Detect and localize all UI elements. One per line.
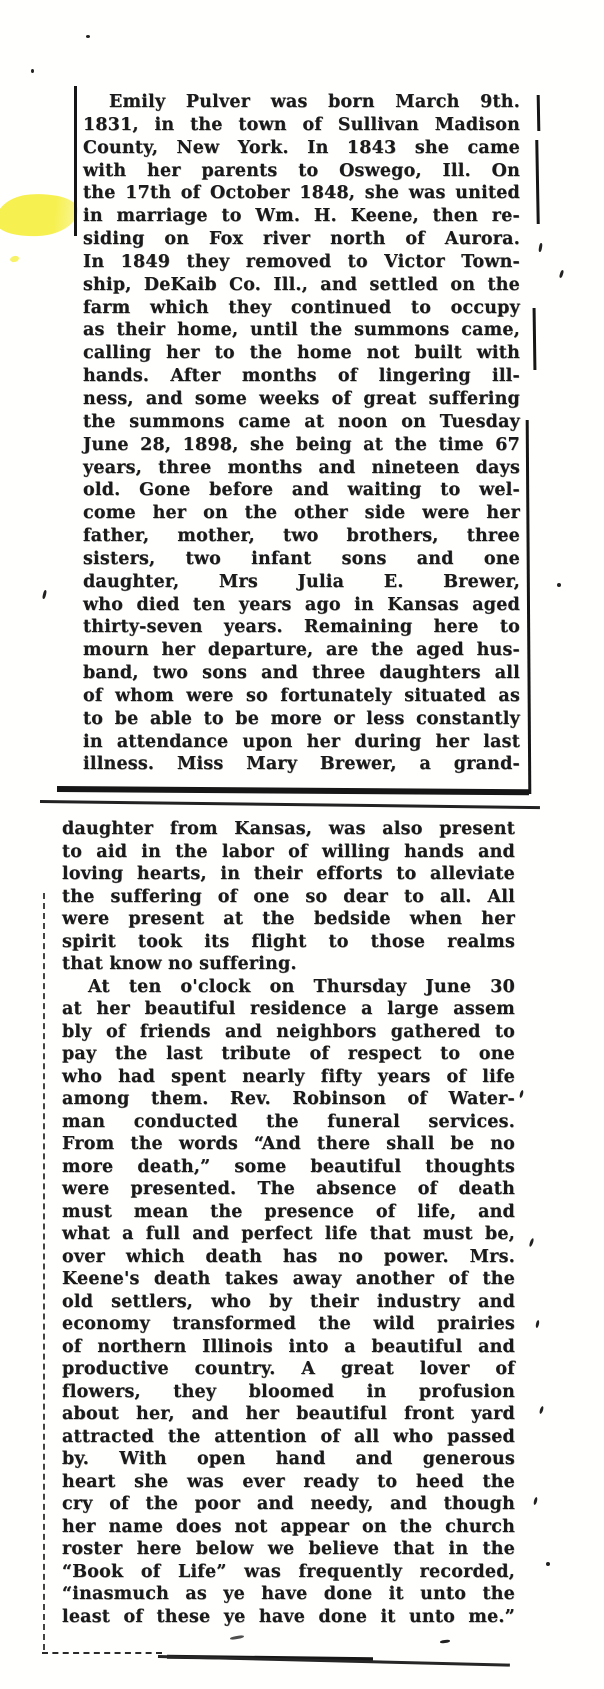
ink-speck xyxy=(31,69,34,73)
text-line: as their home, until the summons came, xyxy=(83,320,520,341)
text-line: more death,” some beautiful thoughts xyxy=(62,1156,515,1177)
text-line: attracted the attention of all who passed xyxy=(62,1426,515,1447)
text-line: that know no suffering. xyxy=(62,954,297,974)
text-line: Emily Pulver was born March 9th. xyxy=(109,92,520,112)
text-line: In 1849 they removed to Victor Town- xyxy=(83,251,520,272)
text-line: in attendance upon her during her last xyxy=(83,731,520,752)
text-line: the suffering of one so dear to all. All xyxy=(62,886,515,907)
text-line: hands. After months of lingering ill- xyxy=(83,366,520,387)
ink-speck xyxy=(535,1320,540,1328)
text-line: calling her to the home not built with xyxy=(83,343,520,364)
text-line: must mean the presence of life, and xyxy=(62,1201,515,1222)
ink-speck xyxy=(559,270,564,279)
text-line: At ten o'clock on Thursday June 30 xyxy=(88,976,515,997)
clipping-right-rule xyxy=(526,420,532,794)
text-line: Keene's death takes away another of the xyxy=(62,1269,515,1289)
text-line: come her on the other side were her xyxy=(83,503,520,524)
text-line: daughter from Kansas, was also present xyxy=(62,819,515,839)
text-line: roster here below we believe that in the xyxy=(62,1539,515,1559)
text-line: “inasmuch as ye have done it unto the xyxy=(62,1584,515,1604)
ink-speck xyxy=(557,583,561,587)
ink-speck xyxy=(230,1635,244,1640)
text-line: mourn her departure, are the aged hus- xyxy=(83,640,520,661)
text-line: who had spent nearly fifty years of life xyxy=(62,1066,515,1087)
text-line: were present at the bedside when her xyxy=(62,909,515,929)
ink-speck xyxy=(529,1238,535,1247)
ink-speck xyxy=(538,243,543,252)
text-line: pay the last tribute of respect to one xyxy=(62,1044,515,1064)
highlighter-mark xyxy=(0,191,79,239)
ink-speck xyxy=(440,1639,450,1643)
text-line: old. Gone before and waiting to wel- xyxy=(83,480,520,501)
text-line: flowers, they bloomed in profusion xyxy=(62,1381,515,1402)
obituary-text-block-2 xyxy=(62,818,515,1628)
text-line: the 17th of October 1848, she was united xyxy=(83,183,520,204)
text-line: County, New York. In 1843 she came xyxy=(83,137,520,158)
text-line: loving hearts, in their efforts to alleviate xyxy=(62,864,515,884)
text-line: ness, and some weeks of great suffering xyxy=(83,388,520,409)
text-line: her name does not appear on the church xyxy=(62,1516,515,1537)
text-line: at her beautiful residence a large assem xyxy=(62,999,515,1019)
text-line: bly of friends and neighbors gathered to xyxy=(62,1021,515,1042)
column-divider-thick-rule xyxy=(57,786,529,795)
text-line: economy transformed the wild prairies xyxy=(62,1314,515,1334)
text-line: productive country. A great lover of xyxy=(62,1359,515,1379)
text-line: with her parents to Oswego, Ill. On xyxy=(83,160,520,181)
text-line: thirty-seven years. Remaining here to xyxy=(83,617,520,638)
ink-speck xyxy=(86,35,90,38)
column-divider-thin-rule xyxy=(40,800,540,809)
ink-speck xyxy=(42,590,47,599)
ink-speck xyxy=(539,1406,544,1415)
text-line: man conducted the funeral services. xyxy=(62,1111,515,1132)
text-line: among them. Rev. Robinson of Water- xyxy=(62,1089,515,1109)
text-line: old settlers, who by their industry and xyxy=(62,1291,515,1312)
text-line: 1831, in the town of Sullivan Madison xyxy=(83,114,520,135)
text-line: to aid in the labor of willing hands and xyxy=(62,841,515,862)
text-line: by. With open hand and generous xyxy=(62,1449,515,1469)
text-line: what a full and perfect life that must be, xyxy=(62,1224,515,1244)
text-line: siding on Fox river north of Aurora. xyxy=(83,229,520,250)
text-line: years, three months and nineteen days xyxy=(83,457,520,478)
text-line: least of these ye have done it unto me.” xyxy=(62,1606,515,1627)
ink-speck xyxy=(546,1562,550,1566)
text-line: of northern Illinois into a beautiful and xyxy=(62,1336,515,1357)
highlighter-speck xyxy=(9,255,19,263)
text-line: were presented. The absence of death xyxy=(62,1179,515,1199)
text-line: of whom were so fortunately situated as xyxy=(83,685,520,706)
text-line: spirit took its flight to those realms xyxy=(62,931,515,952)
clipping-right-rule xyxy=(535,140,539,224)
text-line: cry of the poor and needy, and though xyxy=(62,1494,515,1514)
obituary-text-block-1 xyxy=(83,91,520,776)
clipping-right-rule xyxy=(533,308,537,370)
text-line: ship, DeKaib Co. Ill., and settled on the xyxy=(83,274,520,295)
clipping-bottom-edge xyxy=(42,1652,162,1654)
text-line: over which death has no power. Mrs. xyxy=(62,1246,515,1267)
text-line: in marriage to Wm. H. Keene, then re- xyxy=(83,206,520,227)
text-line: band, two sons and three daughters all xyxy=(83,663,520,684)
text-line: heart she was ever ready to heed the xyxy=(62,1471,515,1492)
clipping-left-dashed-rule xyxy=(43,893,45,1650)
clipping-left-rule xyxy=(74,86,77,236)
text-line: father, mother, two brothers, three xyxy=(83,526,520,547)
text-line: illness. Miss Mary Brewer, a grand- xyxy=(83,754,520,775)
text-line: farm which they continued to occupy xyxy=(83,297,520,318)
ink-speck xyxy=(533,1497,538,1506)
text-line: to be able to be more or less constantly xyxy=(83,708,520,729)
text-line: who died ten years ago in Kansas aged xyxy=(83,594,520,615)
text-line: daughter, Mrs Julia E. Brewer, xyxy=(83,571,520,592)
text-line: From the words “And there shall be no xyxy=(62,1134,515,1154)
ink-speck xyxy=(519,1090,524,1099)
text-line: “Book of Life” was frequently recorded, xyxy=(62,1561,515,1582)
clipping-right-rule xyxy=(537,95,541,131)
text-line: June 28, 1898, she being at the time 67 xyxy=(83,434,520,455)
text-line: about her, and her beautiful front yard xyxy=(62,1404,515,1424)
text-line: sisters, two infant sons and one xyxy=(83,548,520,569)
text-line: the summons came at noon on Tuesday xyxy=(83,411,520,432)
